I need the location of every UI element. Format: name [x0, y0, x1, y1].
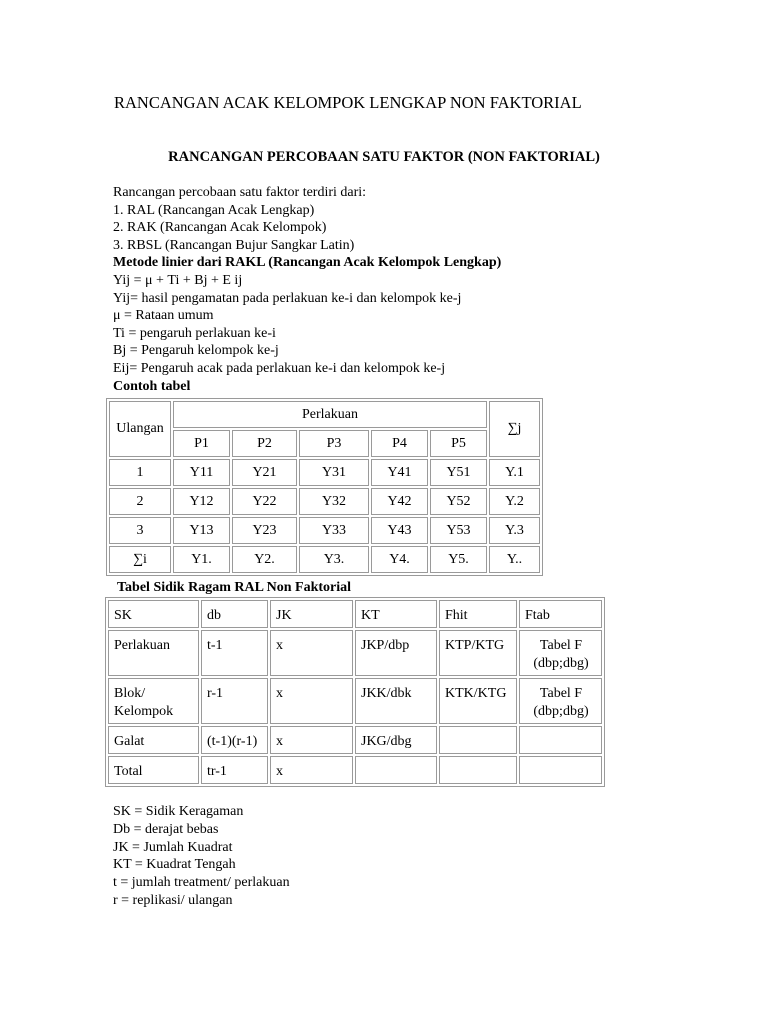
definitions-list: [113, 803, 290, 910]
definition-item: Db = derajat bebas: [113, 821, 219, 837]
table-cell: x: [270, 756, 353, 784]
sum-j-header: ∑j: [489, 401, 540, 457]
table-cell: KTP/KTG: [439, 630, 517, 676]
table-cell: Y11: [173, 459, 230, 486]
intro-line: 1. RAL (Rancangan Acak Lengkap): [113, 202, 315, 218]
definition-item: KT = Kuadrat Tengah: [113, 857, 236, 873]
intro-line: Yij= hasil pengamatan pada perlakuan ke-i dan kelompok ke-j: [113, 290, 462, 306]
table-cell: Galat: [108, 726, 199, 754]
table-cell: Y51: [430, 459, 487, 486]
table-cell: [439, 756, 517, 784]
col-header: P4: [371, 430, 428, 457]
table-cell: t-1: [201, 630, 268, 676]
ulangan-header: Ulangan: [109, 401, 171, 457]
example-table-heading: Contoh tabel: [113, 378, 191, 394]
table-cell: 1: [109, 459, 171, 486]
table-cell: [439, 726, 517, 754]
table-row: [108, 678, 602, 724]
definition-item: JK = Jumlah Kuadrat: [113, 839, 233, 855]
definition-item: r = replikasi/ ulangan: [113, 892, 233, 908]
table-cell: r-1: [201, 678, 268, 724]
definition-item: SK = Sidik Keragaman: [113, 804, 244, 819]
table-cell: Total: [108, 756, 199, 784]
table-cell: Y53: [430, 517, 487, 544]
column-header: Ftab: [519, 600, 602, 628]
table-cell: Y3.: [299, 546, 369, 573]
table-cell: Perlakuan: [108, 630, 199, 676]
col-header: P3: [299, 430, 369, 457]
table-cell: x: [270, 678, 353, 724]
cell-line: (dbp;dbg): [533, 656, 589, 671]
table-cell: Y12: [173, 488, 230, 515]
model-heading: Metode linier dari RAKL (Rancangan Acak Kelompok Lengkap): [113, 255, 502, 271]
table-cell: Y2.: [232, 546, 297, 573]
table-cell: Y41: [371, 459, 428, 486]
table-cell: [519, 630, 602, 676]
table-cell: JKK/dbk: [355, 678, 437, 724]
intro-line: 3. RBSL (Rancangan Bujur Sangkar Latin): [113, 237, 355, 253]
anova-table: [105, 597, 605, 787]
intro-text: [113, 184, 501, 395]
table-cell: Y21: [232, 459, 297, 486]
document-title: RANCANGAN ACAK KELOMPOK LENGKAP NON FAKTORIAL: [114, 93, 582, 112]
column-header: JK: [270, 600, 353, 628]
table-cell: 2: [109, 488, 171, 515]
cell-line: Tabel F: [539, 686, 583, 701]
table-cell: Y42: [371, 488, 428, 515]
table-cell: Y13: [173, 517, 230, 544]
section-subtitle: RANCANGAN PERCOBAAN SATU FAKTOR (NON FAKTORIAL): [168, 149, 600, 165]
intro-line: μ = Rataan umum: [113, 308, 214, 324]
table-row: [108, 630, 602, 676]
table-cell: Y5.: [430, 546, 487, 573]
table-cell: Y43: [371, 517, 428, 544]
perlakuan-header: Perlakuan: [173, 401, 487, 428]
table-cell: 3: [109, 517, 171, 544]
table-cell: Y32: [299, 488, 369, 515]
col-header: P5: [430, 430, 487, 457]
table-cell: Y..: [489, 546, 540, 573]
column-header: KT: [355, 600, 437, 628]
table-row: [109, 546, 540, 573]
col-header: P1: [173, 430, 230, 457]
intro-line: 2. RAK (Rancangan Acak Kelompok): [113, 220, 327, 236]
cell-line: Kelompok: [114, 704, 174, 719]
table-cell: JKP/dbp: [355, 630, 437, 676]
cell-line: Blok/: [114, 686, 146, 701]
table-cell: (t-1)(r-1): [201, 726, 268, 754]
table-cell: Y.2: [489, 488, 540, 515]
col-header: P2: [232, 430, 297, 457]
intro-line: Bj = Pengaruh kelompok ke-j: [113, 343, 279, 359]
table-cell: [519, 726, 602, 754]
table-cell: [355, 756, 437, 784]
table-cell: Y.1: [489, 459, 540, 486]
column-header: SK: [108, 600, 199, 628]
table-cell: tr-1: [201, 756, 268, 784]
table-cell: [108, 678, 199, 724]
table-cell: x: [270, 630, 353, 676]
cell-line: (dbp;dbg): [533, 704, 589, 719]
table-cell: Y52: [430, 488, 487, 515]
table-cell: Y23: [232, 517, 297, 544]
table-row: [109, 459, 540, 486]
table-cell: ∑i: [109, 546, 171, 573]
table-cell: Y31: [299, 459, 369, 486]
table-cell: Y33: [299, 517, 369, 544]
table-cell: JKG/dbg: [355, 726, 437, 754]
table-cell: KTK/KTG: [439, 678, 517, 724]
intro-line: Ti = pengaruh perlakuan ke-i: [113, 325, 276, 341]
table-cell: [519, 678, 602, 724]
example-table: [106, 398, 543, 576]
column-header: Fhit: [439, 600, 517, 628]
anova-table-caption: Tabel Sidik Ragam RAL Non Faktorial: [117, 580, 352, 595]
table-cell: x: [270, 726, 353, 754]
column-header: db: [201, 600, 268, 628]
table-cell: Y22: [232, 488, 297, 515]
table-cell: Y4.: [371, 546, 428, 573]
table-row: [108, 756, 602, 784]
intro-line: Rancangan percobaan satu faktor terdiri dari:: [113, 185, 367, 200]
table-row: [108, 726, 602, 754]
table-cell: [519, 756, 602, 784]
intro-line: Eij= Pengaruh acak pada perlakuan ke-i dan kelompok ke-j: [113, 360, 446, 376]
table-header-row: [108, 600, 602, 628]
table-row: [109, 517, 540, 544]
table-cell: Y.3: [489, 517, 540, 544]
model-equation: Yij = μ + Ti + Bj + E ij: [113, 272, 243, 288]
table-cell: Y1.: [173, 546, 230, 573]
definition-item: t = jumlah treatment/ perlakuan: [113, 875, 290, 891]
cell-line: Tabel F: [539, 638, 583, 653]
table-row: [109, 488, 540, 515]
